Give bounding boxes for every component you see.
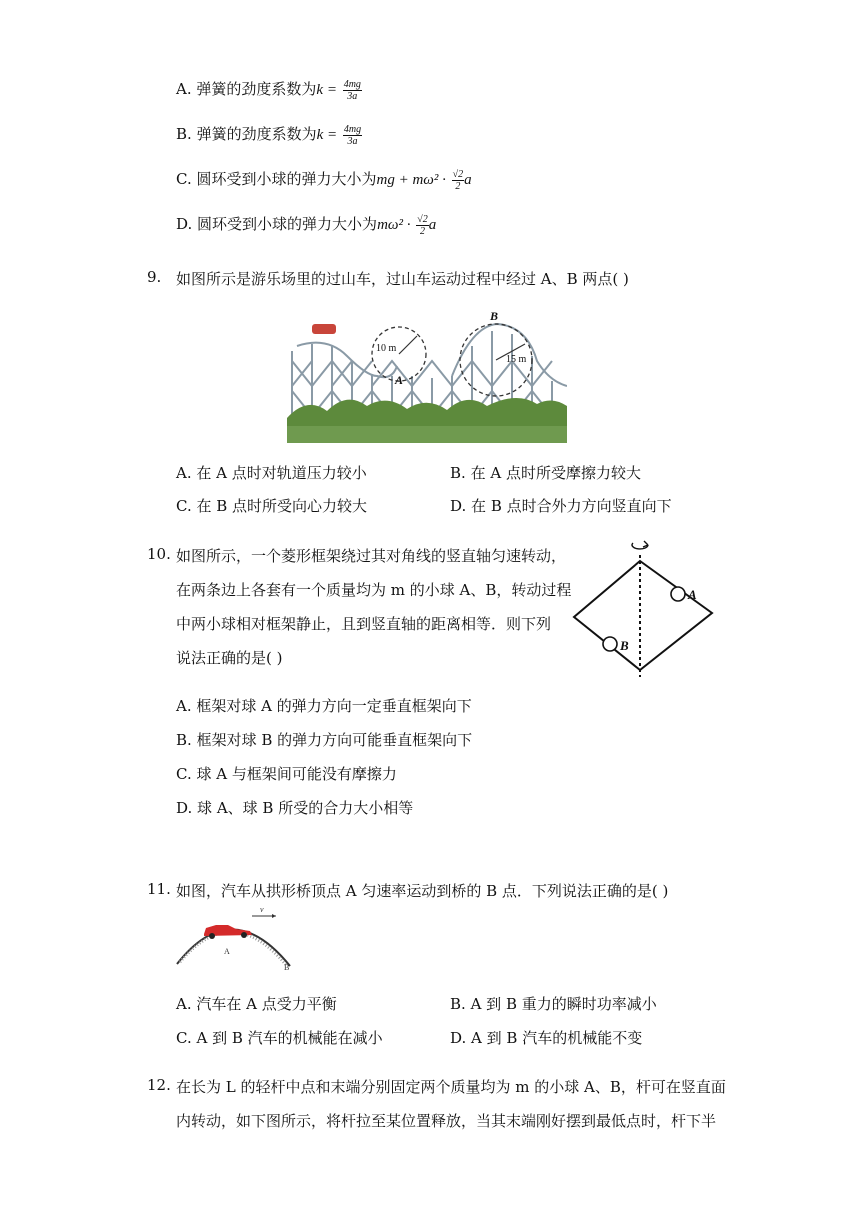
roller-coaster-figure [287, 306, 567, 443]
fraction [343, 79, 362, 102]
q10-option-b [176, 729, 472, 750]
option-text: 圆环受到小球的弹力大小为 [196, 170, 377, 188]
fraction-denominator: 2 [419, 225, 425, 237]
option-label: D. [450, 497, 467, 515]
fraction-numerator: 4mg [343, 78, 361, 90]
ball-a-label: A [688, 587, 697, 602]
option-text: 框架对球 B 的弹力方向可能垂直框架向下 [196, 731, 473, 749]
q9-option-d [450, 495, 672, 516]
option-text: 在 B 点时所受向心力较大 [196, 497, 368, 515]
q8-option-d [176, 213, 436, 237]
point-a-label: A [395, 373, 404, 387]
formula-tail: a [428, 217, 437, 233]
q9-option-b [450, 462, 641, 483]
question-stem-line-4: 说法正确的是( ) [176, 649, 283, 667]
fraction-numerator: √2 [452, 168, 464, 180]
q8-option-c [176, 168, 472, 192]
option-text: 在 A 点时对轨道压力较小 [196, 464, 367, 482]
option-label: B. [450, 464, 466, 482]
fraction [343, 124, 362, 147]
option-text: 汽车在 A 点受力平衡 [196, 995, 337, 1013]
option-text: 球 A 与框架间可能没有摩擦力 [196, 765, 397, 783]
arch-bridge-figure [172, 904, 297, 974]
velocity-label: v [260, 905, 264, 914]
fraction-denominator: 3a [347, 90, 358, 102]
question-number: 12. [147, 1076, 171, 1094]
question-number: 10. [147, 545, 171, 563]
option-label: A. [176, 464, 192, 482]
option-label: C. [176, 170, 192, 188]
option-label: A. [176, 995, 192, 1013]
fraction [452, 169, 465, 192]
option-label: C. [176, 497, 192, 515]
option-text: 球 A、球 B 所受的合力大小相等 [197, 799, 414, 817]
q11-option-c [176, 1027, 383, 1048]
radius-label-15m: 15 m [506, 354, 527, 365]
option-text: 弹簧的劲度系数为 [196, 125, 317, 143]
question-stem-line-2: 内转动，如下图所示，将杆拉至某位置释放，当其末端刚好摆到最低点时，杆下半 [176, 1112, 717, 1130]
formula: mg + mω² · [376, 172, 450, 188]
option-label: B. [176, 125, 192, 143]
q10-option-a [176, 695, 472, 716]
q10-option-c [176, 763, 397, 784]
q8-option-a [176, 78, 362, 102]
fraction-numerator: 4mg [343, 123, 362, 135]
question-stem-line-1: 如图所示，一个菱形框架绕过其对角线的竖直轴匀速转动， [176, 547, 567, 565]
point-b-label: B [490, 309, 499, 323]
fraction-denominator: 2 [455, 180, 461, 192]
q11-option-b [450, 993, 657, 1014]
option-label: D. [176, 215, 193, 233]
q9-option-a [176, 462, 367, 483]
q11-option-a [176, 993, 337, 1014]
option-text: 圆环受到小球的弹力大小为 [197, 215, 378, 233]
option-text: 在 A 点时所受摩擦力较大 [470, 464, 641, 482]
point-a-label: A [224, 947, 230, 956]
option-text: 在 B 点时合外力方向竖直向下 [471, 497, 672, 515]
fraction [416, 214, 429, 237]
option-label: C. [176, 1029, 192, 1047]
option-text: 弹簧的劲度系数为 [196, 80, 317, 98]
q9-option-c [176, 495, 367, 516]
radius-label-10m: 10 m [376, 343, 397, 354]
question-stem-line-3: 中两小球相对框架静止，且到竖直轴的距离相等．则下列 [176, 615, 552, 633]
q8-option-b [176, 123, 362, 147]
formula: k = [316, 82, 341, 98]
question-stem-line-1: 在长为 L 的轻杆中点和末端分别固定两个质量均为 m 的小球 A、B，杆可在竖直面 [176, 1078, 726, 1096]
option-label: C. [176, 765, 192, 783]
option-label: A. [176, 80, 192, 98]
q10-option-d [176, 797, 413, 818]
q11-option-d [450, 1027, 642, 1048]
option-label: D. [450, 1029, 467, 1047]
option-text: 框架对球 A 的弹力方向一定垂直框架向下 [196, 697, 472, 715]
option-label: B. [176, 731, 192, 749]
fraction-denominator: 3a [347, 135, 358, 147]
option-text: A 到 B 汽车的机械能不变 [471, 1029, 643, 1047]
formula: k = [316, 127, 341, 143]
option-label: B. [450, 995, 466, 1013]
question-stem: 如图，汽车从拱形桥顶点 A 匀速率运动到桥的 B 点．下列说法正确的是( ) [176, 882, 669, 900]
question-number: 11. [147, 880, 171, 898]
question-stem-line-2: 在两条边上各套有一个质量均为 m 的小球 A、B，转动过程 [176, 581, 572, 599]
question-number: 9. [147, 268, 162, 286]
option-label: A. [176, 697, 192, 715]
formula-tail: a [464, 172, 472, 188]
formula: mω² · [377, 217, 415, 233]
point-b-label: B [284, 963, 290, 972]
fraction-numerator: √2 [417, 213, 428, 225]
option-label: D. [176, 799, 193, 817]
rhombus-frame-figure [570, 535, 720, 680]
option-text: A 到 B 重力的瞬时功率减小 [470, 995, 657, 1013]
question-stem: 如图所示是游乐场里的过山车，过山车运动过程中经过 A、B 两点( ) [176, 270, 629, 288]
option-text: A 到 B 汽车的机械能在减小 [196, 1029, 383, 1047]
ball-b-label: B [620, 638, 629, 653]
